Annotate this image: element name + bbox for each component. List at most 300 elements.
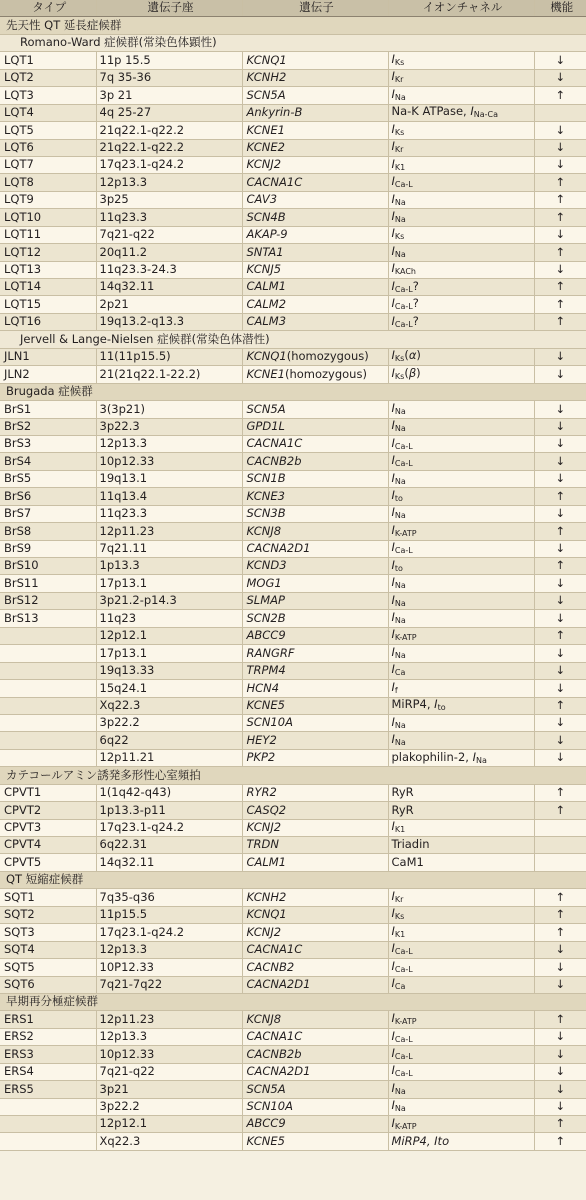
ion-subscript: K1 [394,162,406,172]
ion-subscript: Kr [394,75,404,85]
cell-locus: 10p12.33 [96,1046,242,1063]
cell-ion-channel [388,523,534,540]
ion-symbol: I [391,453,395,468]
cell-ion-channel [388,819,534,836]
ion-subscript: Ca [394,668,406,678]
ion-symbol: I [391,1045,395,1060]
cell-function: ↓ [534,401,586,418]
cell-function: ↓ [534,156,586,173]
cell-ion-channel: RyR [388,784,534,801]
cell-function: ↓ [534,69,586,86]
cell-locus: 3p22.2 [96,714,242,731]
cell-locus: 12p13.3 [96,1028,242,1045]
cell-function: ↓ [534,470,586,487]
ion-symbol: I [391,1098,395,1113]
cell-ion-channel [388,732,534,749]
table-row [0,348,586,365]
section-subtitle [0,331,586,348]
ion-symbol: MiRP4, Ito [391,1133,450,1148]
table-row [0,69,586,86]
table-row [0,174,586,191]
cell-gene: CACNA2D1 [242,540,388,557]
cell-locus: 12p11.23 [96,1011,242,1028]
cell-type: LQT2 [0,69,96,86]
table-row [0,435,586,452]
cell-locus: 3p22.2 [96,1098,242,1115]
cell-type: LQT3 [0,87,96,104]
cell-ion-channel [388,1063,534,1080]
cell-locus: 12p11.21 [96,749,242,766]
cell-locus: 14q32.11 [96,279,242,296]
cell-function: ↑ [534,174,586,191]
cell-function: ↓ [534,418,586,435]
cell-function: ↓ [534,122,586,139]
cell-gene: CACNA1C [242,1028,388,1045]
cell-type [0,662,96,679]
ion-subscript: Na-Ca [473,110,499,120]
ion-symbol: I [391,226,395,241]
cell-ion-channel [388,680,534,697]
cell-ion-channel: RyR [388,802,534,819]
cell-function: ↑ [534,523,586,540]
ion-subscript: Ca [394,982,406,992]
table-row [0,558,586,575]
table-row [0,645,586,662]
ion-symbol: I [391,470,395,485]
table-row [0,488,586,505]
ion-symbol: I [391,400,395,415]
cell-ion-channel [388,662,534,679]
cell-gene: KCNJ5 [242,261,388,278]
cell-ion-channel [388,976,534,993]
cell-type [0,732,96,749]
cell-type: SQT4 [0,941,96,958]
cell-function: ↓ [534,976,586,993]
cell-type: LQT10 [0,209,96,226]
ion-symbol: I [391,1011,395,1026]
cell-type: CPVT4 [0,837,96,854]
cell-locus: Xq22.3 [96,1133,242,1150]
cell-function: ↓ [534,592,586,609]
cell-locus: 3p21.2-p14.3 [96,592,242,609]
ion-subscript: Na [394,598,406,608]
section-title [0,993,586,1010]
table-row [0,906,586,923]
section-subtitle-label: Romano-Ward 症候群(常染色体顕性) [0,34,586,51]
cell-gene: ABCC9 [242,627,388,644]
ion-symbol: I [391,52,395,67]
cell-function: ↓ [534,1028,586,1045]
header-function: 機能 [534,0,586,17]
cell-ion-channel [388,714,534,731]
cell-ion-channel [388,1081,534,1098]
cell-type: BrS4 [0,453,96,470]
cell-type: BrS10 [0,558,96,575]
table-row [0,1081,586,1098]
cell-function: ↑ [534,1011,586,1028]
ion-subscript: Ca-L [394,1034,413,1044]
ion-symbol: I [391,156,395,171]
ion-subscript: Ca-L [394,459,413,469]
cell-locus: 19q13.1 [96,470,242,487]
cell-type: CPVT5 [0,854,96,871]
cell-locus: 21(21q22.1-22.2) [96,366,242,383]
cell-type: JLN2 [0,366,96,383]
cell-type: LQT13 [0,261,96,278]
cell-gene: GPD1L [242,418,388,435]
cell-type: BrS1 [0,401,96,418]
ion-subscript: K1 [394,929,406,939]
cell-type: JLN1 [0,348,96,365]
table-row [0,453,586,470]
cell-type [0,1133,96,1150]
cell-function: ↑ [534,296,586,313]
ion-symbol: α [408,348,417,363]
cell-gene: CALM1 [242,854,388,871]
cell-function [534,837,586,854]
cell-ion-channel [388,69,534,86]
cell-function: ↓ [534,505,586,522]
cell-ion-channel [388,453,534,470]
ion-subscript: K-ATP [394,1017,417,1027]
table-row [0,1116,586,1133]
cell-type: LQT6 [0,139,96,156]
ion-subscript: Na [394,214,406,224]
cell-gene: SCN4B [242,209,388,226]
cell-type: ERS5 [0,1081,96,1098]
table-row [0,819,586,836]
table-header [0,0,586,17]
cell-type [0,749,96,766]
cell-function: ↓ [534,1081,586,1098]
ion-symbol: I [391,365,395,380]
cell-locus: 11q23.3-24.3 [96,261,242,278]
header-row [0,0,586,17]
cell-ion-channel [388,209,534,226]
ion-subscript: Na [394,1104,406,1114]
cell-type: ERS4 [0,1063,96,1080]
cell-function: ↑ [534,279,586,296]
cell-locus: 21q22.1-q22.2 [96,139,242,156]
cell-locus: 3p25 [96,191,242,208]
section-title-label: カテコールアミン誘発多形性心室頻拍 [0,767,586,784]
table-row [0,313,586,330]
cell-type: LQT15 [0,296,96,313]
table-row [0,889,586,906]
cell-type: BrS13 [0,610,96,627]
table-row [0,959,586,976]
ion-subscript: to [394,493,403,503]
cell-gene: CACNB2b [242,1046,388,1063]
cell-ion-channel: $I_{Ks}(\beta)$ [388,366,534,383]
cell-function: ↓ [534,453,586,470]
cell-locus: 17q23.1-q24.2 [96,924,242,941]
cell-type [0,714,96,731]
ion-symbol: I [434,697,438,712]
ion-symbol: I [391,662,395,677]
cell-gene: CAV3 [242,191,388,208]
cell-ion-channel [388,941,534,958]
cell-gene: KCNJ2 [242,924,388,941]
table-row [0,505,586,522]
header-type: タイプ [0,0,96,17]
cell-gene: TRDN [242,837,388,854]
ion-symbol: I [391,941,395,956]
cell-function: ↓ [534,645,586,662]
cell-ion-channel [388,261,534,278]
ion-subscript: Ca-L [394,319,413,329]
ion-subscript: Na [394,249,406,259]
table-row [0,680,586,697]
cell-gene: ABCC9 [242,1116,388,1133]
cell-ion-channel [388,191,534,208]
ion-symbol: I [391,174,395,189]
ion-subscript: Ca-L [394,441,413,451]
cell-locus: 12p11.23 [96,523,242,540]
ion-subscript: Ca-L [394,284,413,294]
cell-type: BrS9 [0,540,96,557]
ion-subscript: KACh [394,267,416,277]
cell-locus: 7q21-q22 [96,1063,242,1080]
cell-ion-channel: plakophilin-2, $I_{Na}$ [388,749,534,766]
cell-ion-channel [388,87,534,104]
cell-function: ↓ [534,1098,586,1115]
cell-locus: 19q13.33 [96,662,242,679]
cell-ion-channel [388,174,534,191]
cell-gene: KCNQ1(homozygous) [242,348,388,365]
ion-symbol: I [391,278,395,293]
cell-gene: CACNA2D1 [242,976,388,993]
cell-function: ↓ [534,540,586,557]
cell-function: ↓ [534,1046,586,1063]
ion-symbol: I [391,348,395,363]
cell-gene: CASQ2 [242,802,388,819]
ion-symbol: I [391,592,395,607]
cell-function: ↓ [534,680,586,697]
ion-subscript: Na [394,650,406,660]
cell-gene: SLMAP [242,592,388,609]
ion-symbol: I [391,296,395,311]
ion-subscript: to [437,703,446,713]
cell-gene: MOG1 [242,575,388,592]
cell-gene: SCN10A [242,714,388,731]
table-row [0,802,586,819]
ion-subscript: K-ATP [394,633,417,643]
ion-subscript: Ks [394,232,405,242]
cell-type: LQT5 [0,122,96,139]
table-row [0,592,586,609]
cell-ion-channel [388,156,534,173]
table-row [0,662,586,679]
cell-locus: 3p 21 [96,87,242,104]
cell-gene: KCNH2 [242,69,388,86]
cell-gene: SCN5A [242,401,388,418]
cell-gene: CACNA1C [242,941,388,958]
cell-function: ↑ [534,627,586,644]
cell-type: BrS5 [0,470,96,487]
table-row [0,697,586,714]
cell-locus: 7q21.11 [96,540,242,557]
ion-symbol: I [391,958,395,973]
cell-function: ↓ [534,261,586,278]
section-title [0,767,586,784]
cell-function: ↑ [534,1116,586,1133]
ion-symbol: I [472,749,476,764]
table-row [0,1133,586,1150]
ion-symbol: I [391,923,395,938]
cell-locus: 6q22.31 [96,837,242,854]
cell-type: CPVT3 [0,819,96,836]
cell-locus: 14q32.11 [96,854,242,871]
cell-locus: 12p12.1 [96,627,242,644]
cell-gene: TRPM4 [242,662,388,679]
table-row [0,401,586,418]
table-row [0,226,586,243]
cell-type: LQT12 [0,244,96,261]
table-row [0,627,586,644]
table-row [0,732,586,749]
cell-function: ↓ [534,575,586,592]
cell-function: ↓ [534,714,586,731]
cell-gene: KCNE2 [242,139,388,156]
cell-type [0,1116,96,1133]
ion-symbol: I [391,1063,395,1078]
cell-locus: 11p15.5 [96,906,242,923]
cell-type [0,627,96,644]
cell-gene: CACNA1C [242,174,388,191]
cell-locus: 2p21 [96,296,242,313]
table-row [0,209,586,226]
cell-gene: HEY2 [242,732,388,749]
ion-subscript: Kr [394,895,404,905]
cell-locus: 11q23 [96,610,242,627]
ion-symbol: I [391,627,395,642]
cell-gene: KCNJ2 [242,156,388,173]
cell-type: CPVT2 [0,802,96,819]
table-row [0,784,586,801]
ion-subscript: Na [394,616,406,626]
table-row [0,191,586,208]
ion-symbol: I [391,522,395,537]
cell-type: BrS11 [0,575,96,592]
cell-gene: KCNE5 [242,1133,388,1150]
cell-function: ↓ [534,610,586,627]
ion-symbol: I [391,1028,395,1043]
gene-note: (homozygous) [284,366,367,381]
cell-locus: 21q22.1-q22.2 [96,122,242,139]
cell-function: ↑ [534,558,586,575]
cell-ion-channel [388,418,534,435]
ion-subscript: Na [394,511,406,521]
cell-function: ↑ [534,244,586,261]
cell-ion-channel [388,610,534,627]
table-row [0,244,586,261]
ion-subscript: Ks [394,127,405,137]
ion-symbol: I [391,1080,395,1095]
cell-function: ↑ [534,1133,586,1150]
cell-ion-channel [388,505,534,522]
cell-ion-channel: $I_{Ks}(\alpha)$ [388,348,534,365]
cell-locus: 7q21-q22 [96,226,242,243]
cell-ion-channel [388,1133,534,1150]
cell-ion-channel [388,488,534,505]
cell-type: SQT3 [0,924,96,941]
ion-subscript: K-ATP [394,528,417,538]
table-row [0,1011,586,1028]
table-row [0,470,586,487]
ion-symbol: I [391,714,395,729]
ion-subscript: Ca-L [394,1051,413,1061]
ion-symbol: I [391,610,395,625]
cell-gene: CALM2 [242,296,388,313]
cell-locus: 7q21-7q22 [96,976,242,993]
cell-locus: 11q23.3 [96,209,242,226]
cell-locus: 3p21 [96,1081,242,1098]
cell-type [0,645,96,662]
ion-subscript: Na [394,738,406,748]
cell-type: BrS12 [0,592,96,609]
cell-function: ↑ [534,802,586,819]
cell-locus: 17p13.1 [96,645,242,662]
cell-ion-channel: $I_{Ca-L}$? [388,296,534,313]
table-row [0,854,586,871]
cell-ion-channel [388,924,534,941]
table-row [0,1046,586,1063]
cell-gene: RYR2 [242,784,388,801]
cell-ion-channel: MiRP4, $I_{to}$ [388,697,534,714]
table-row [0,366,586,383]
ion-subscript: Na [394,581,406,591]
cell-gene: SNTA1 [242,244,388,261]
table-row [0,837,586,854]
table-row [0,104,586,121]
ion-symbol: I [391,732,395,747]
cell-gene: KCNE3 [242,488,388,505]
ion-subscript: Na [394,406,406,416]
cell-type: SQT2 [0,906,96,923]
table-row [0,418,586,435]
cell-ion-channel: Triadin [388,837,534,854]
section-title-label: Brugada 症候群 [0,383,586,400]
cell-ion-channel [388,959,534,976]
cell-gene: CALM3 [242,313,388,330]
cell-gene: CACNA2D1 [242,1063,388,1080]
cell-locus: 10p12.33 [96,453,242,470]
cell-locus: 4q 25-27 [96,104,242,121]
table-row [0,749,586,766]
cell-function: ↓ [534,732,586,749]
cell-type: LQT8 [0,174,96,191]
cell-type: LQT9 [0,191,96,208]
cell-function: ↓ [534,749,586,766]
cell-ion-channel [388,627,534,644]
cell-locus: 11p 15.5 [96,52,242,69]
cell-gene: CACNA1C [242,435,388,452]
ion-symbol: I [391,313,395,328]
table-row [0,296,586,313]
ion-subscript: Ca-L [394,180,413,190]
ion-subscript: Kr [394,145,404,155]
cell-ion-channel [388,540,534,557]
section-subtitle-label: Jervell & Lange-Nielsen 症候群(常染色体潜性) [0,331,586,348]
header-ion-channel: イオンチャネル [388,0,534,17]
ion-symbol: I [391,208,395,223]
table-row [0,1063,586,1080]
section-title [0,871,586,888]
section-title [0,383,586,400]
table-row [0,523,586,540]
cell-locus: 1p13.3-p11 [96,802,242,819]
